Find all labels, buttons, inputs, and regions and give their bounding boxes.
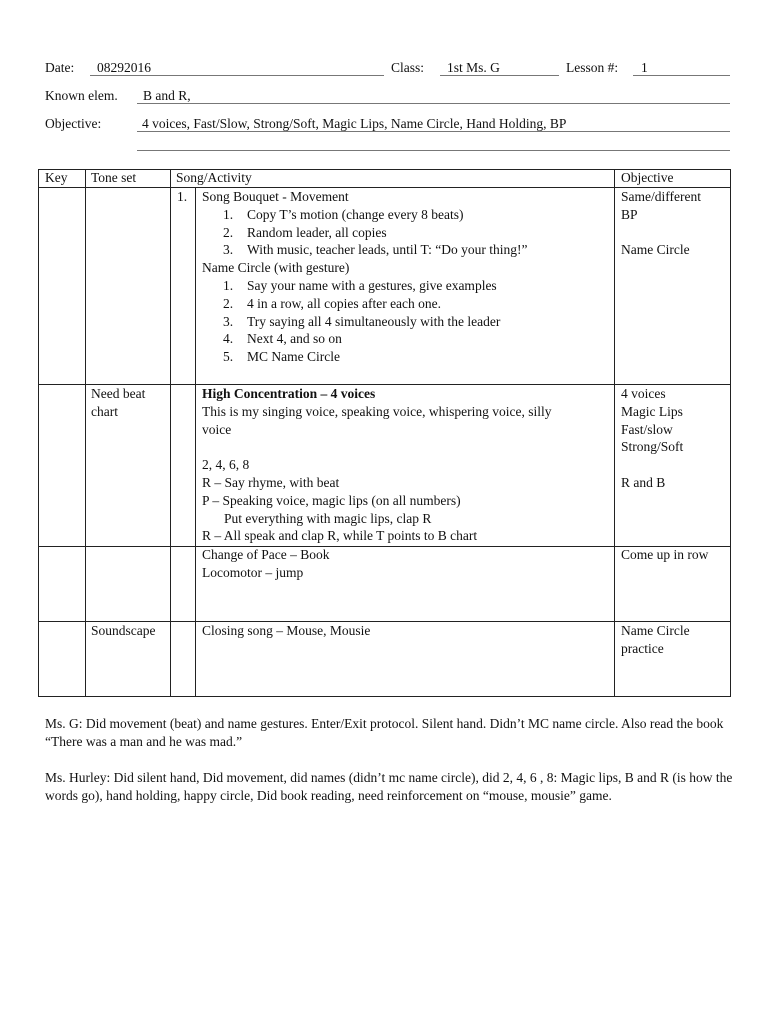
lesson-value[interactable]: 1: [641, 60, 648, 75]
list-item: [202, 224, 527, 242]
list-number: 1.: [223, 277, 234, 293]
list-number: 2.: [223, 224, 234, 240]
row-1-objective: [621, 188, 701, 259]
table-border-right: [730, 169, 731, 697]
header-song-activity: Song/Activity: [176, 170, 252, 185]
objective-line: Come up in row: [621, 547, 709, 562]
lesson-label: Lesson #:: [566, 60, 619, 75]
class-label: Class:: [391, 60, 425, 75]
lesson-table: [38, 169, 731, 697]
table-col-rule-1: [85, 169, 86, 697]
objective-line: Name Circle: [621, 242, 690, 258]
row-4-tone-set: [91, 622, 156, 640]
row-2-activity: [202, 385, 551, 545]
list-item: Change of Pace – Book: [202, 547, 330, 562]
table-border-left: [38, 169, 39, 697]
list-item: R – Say rhyme, with beat: [202, 474, 340, 490]
objective-label: Objective:: [45, 116, 102, 131]
list-item: [202, 206, 527, 224]
header-key: Key: [45, 170, 68, 185]
row-1-number: 1.: [177, 189, 188, 204]
list-number: 2.: [223, 295, 234, 311]
class-value[interactable]: 1st Ms. G: [447, 60, 500, 75]
date-label: Date:: [45, 60, 75, 75]
list-item: Song Bouquet - Movement: [202, 189, 349, 204]
row-3-activity: [202, 546, 329, 582]
list-text: Next 4, and so on: [247, 331, 342, 347]
list-item: [202, 295, 527, 313]
list-item: [202, 313, 527, 331]
known-elem-underline: [137, 103, 730, 104]
list-number: 3.: [223, 242, 234, 258]
list-text: Try saying all 4 simultaneously with the leader: [247, 313, 501, 329]
objective-line: Strong/Soft: [621, 439, 684, 455]
objective-line: [621, 224, 701, 242]
table-col-rule-3: [614, 169, 615, 697]
list-item: High Concentration – 4 voices: [202, 386, 376, 401]
objective-line: R and B: [621, 474, 666, 490]
list-item: Closing song – Mouse, Mousie: [202, 623, 371, 638]
list-item: [202, 277, 527, 295]
list-item: Name Circle (with gesture): [202, 260, 350, 276]
list-item: [202, 348, 527, 366]
row-2-objective: [621, 385, 683, 492]
list-item: voice: [202, 421, 232, 437]
list-item: This is my singing voice, speaking voice, whispering voice, silly: [202, 403, 552, 419]
row-4-activity: [202, 622, 370, 640]
list-text: Copy T’s motion (change every 8 beats): [247, 206, 464, 222]
list-number: 5.: [223, 349, 234, 365]
list-text: Say your name with a gestures, give examples: [247, 277, 497, 293]
objective-line: Fast/slow: [621, 421, 673, 437]
list-text: 4 in a row, all copies after each one.: [247, 295, 442, 311]
objective-underline-2: [137, 150, 730, 151]
list-text: MC Name Circle: [247, 349, 340, 365]
list-item: [202, 438, 551, 456]
table-col-rule-2: [170, 169, 171, 697]
known-elem-value[interactable]: B and R,: [143, 88, 191, 103]
list-text: Random leader, all copies: [247, 224, 387, 240]
objective-line: practice: [621, 640, 664, 656]
objective-line: Name Circle: [621, 623, 690, 638]
list-item: 2, 4, 6, 8: [202, 457, 250, 473]
tone-set-line: Soundscape: [91, 623, 156, 638]
table-border-bottom: [38, 696, 731, 697]
list-item: Locomotor – jump: [202, 564, 304, 580]
row-1-activity: [202, 188, 527, 366]
row-3-objective: [621, 546, 708, 564]
row-4-objective: [621, 622, 690, 658]
objective-line: [621, 456, 683, 474]
note-ms-hurley: Ms. Hurley: Did silent hand, Did movement, did names (didn’t mc name circle), did 2, 4, 6 , 8: Magic lips, B and R (is how the words go), hand holding, happy circle, Did book reading, need reinforcement on “mouse, mousie” game.: [45, 770, 733, 803]
tone-set-line: chart: [91, 403, 118, 419]
objective-line: Magic Lips: [621, 403, 683, 419]
list-item: Put everything with magic lips, clap R: [224, 510, 432, 526]
list-number: 1.: [223, 206, 234, 222]
date-value[interactable]: 08292016: [97, 60, 151, 75]
row-2-tone-set: [91, 385, 145, 421]
list-item: P – Speaking voice, magic lips (on all numbers): [202, 492, 461, 508]
table-col-rule-num: [195, 187, 196, 697]
list-item: [202, 241, 527, 259]
note-ms-g: Ms. G: Did movement (beat) and name gestures. Enter/Exit protocol. Silent hand. Didn’t MC name circle. Also read the book “There was a man and he was mad.”: [45, 716, 724, 749]
list-number: 4.: [223, 331, 234, 347]
objective-value[interactable]: 4 voices, Fast/Slow, Strong/Soft, Magic Lips, Name Circle, Hand Holding, BP: [142, 116, 567, 131]
list-item: [202, 330, 527, 348]
list-text: With music, teacher leads, until T: “Do your thing!”: [247, 242, 528, 258]
known-elem-label: Known elem.: [45, 88, 118, 103]
list-item: R – All speak and clap R, while T points to B chart: [202, 528, 478, 544]
objective-line: BP: [621, 206, 638, 222]
tone-set-line: Need beat: [91, 386, 146, 401]
header-tone-set: Tone set: [91, 170, 137, 185]
objective-line: 4 voices: [621, 386, 666, 401]
list-number: 3.: [223, 313, 234, 329]
objective-line: Same/different: [621, 189, 701, 204]
header-objective: Objective: [621, 170, 674, 185]
